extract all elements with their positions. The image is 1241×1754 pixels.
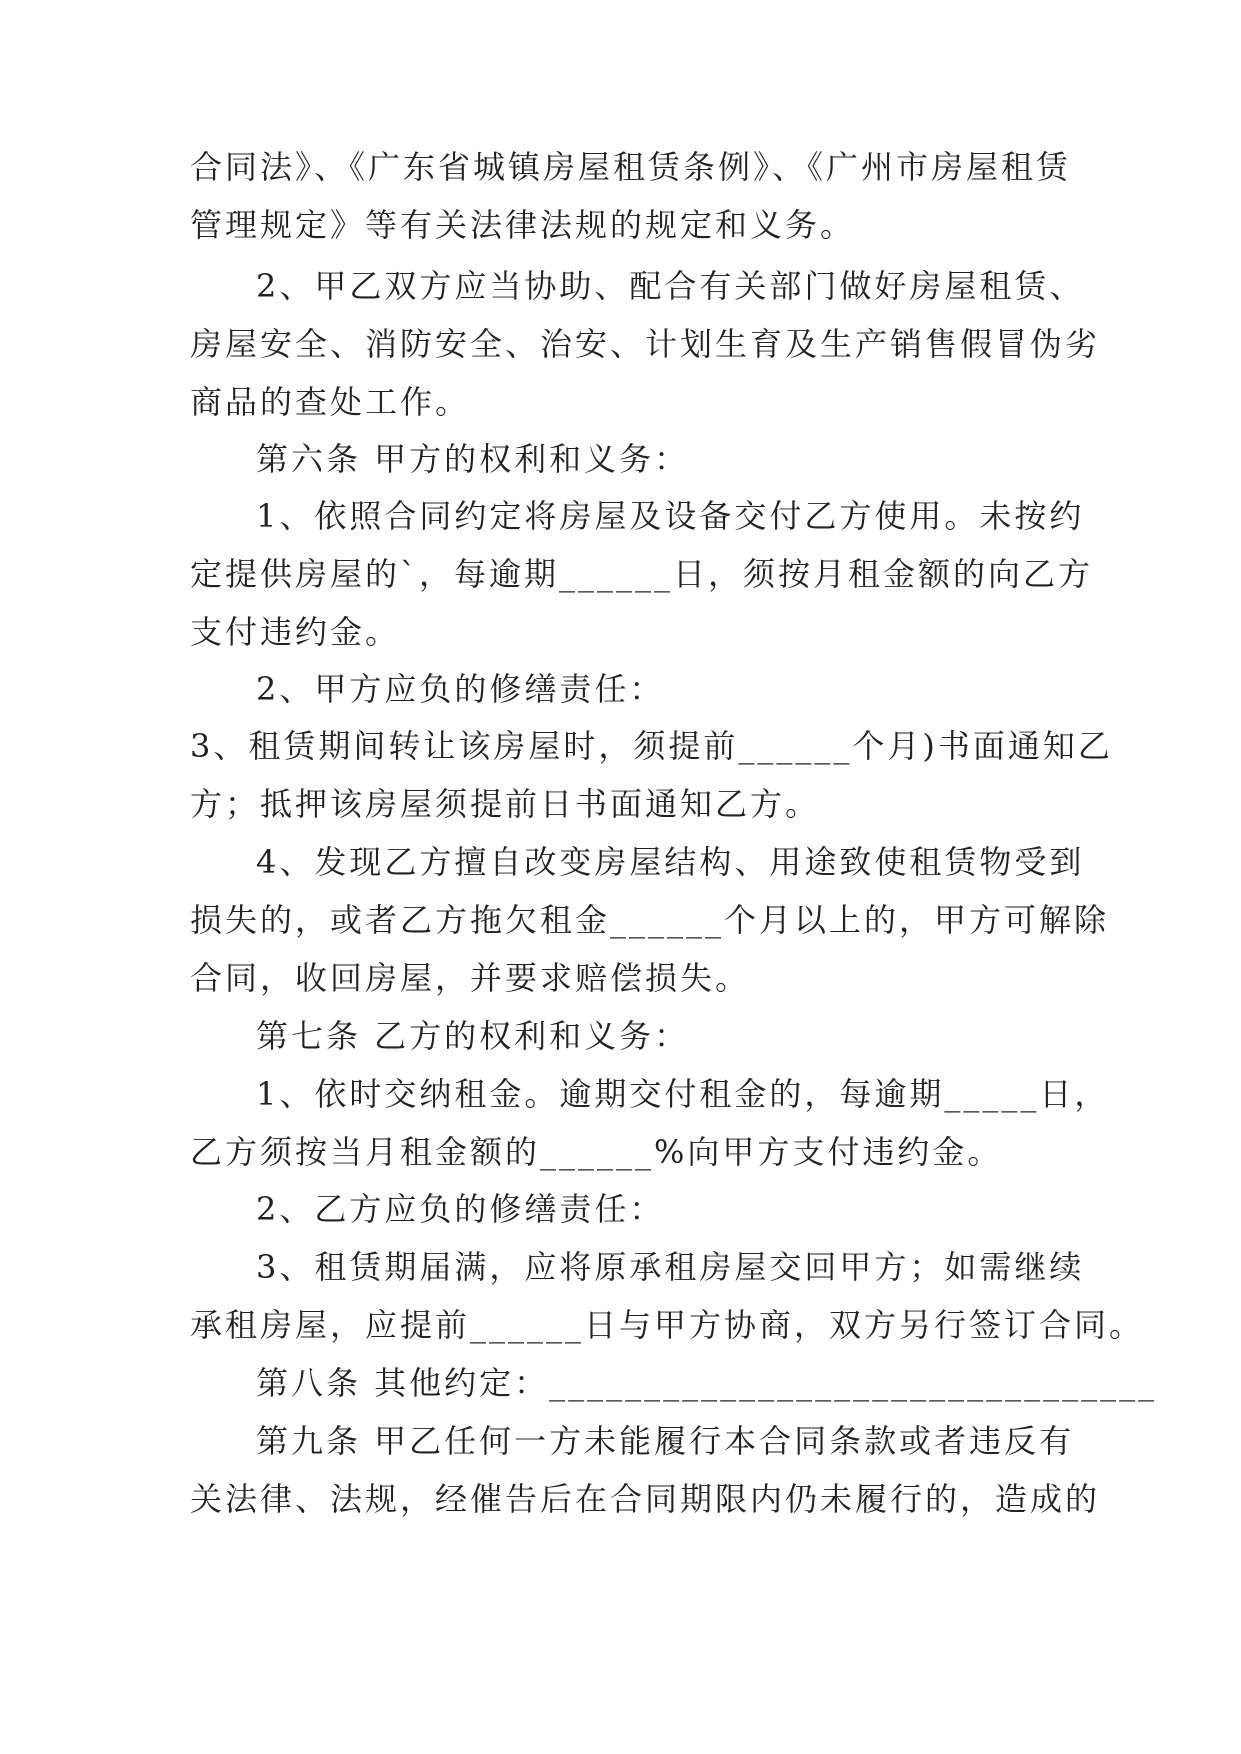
text-line: 方；抵押该房屋须提前日书面通知乙方。 (190, 785, 821, 823)
text-line: 2、甲方应负的修缮责任： (256, 670, 665, 708)
text-line: 第九条 甲乙任何一方未能履行本合同条款或者违反有 (256, 1422, 1075, 1460)
text-line: 商品的查处工作。 (190, 383, 471, 421)
text-line: 承租房屋，应提前______日与甲方协商，双方另行签订合同。 (190, 1306, 1145, 1344)
text-line: 2、乙方应负的修缮责任： (256, 1190, 665, 1228)
text-line: 合同，收回房屋，并要求赔偿损失。 (190, 959, 751, 997)
text-line: 1、依照合同约定将房屋及设备交付乙方使用。未按约 (256, 497, 1085, 535)
text-line: 房屋安全、消防安全、治安、计划生育及生产销售假冒伪劣 (190, 325, 1101, 363)
text-line: 4、发现乙方擅自改变房屋结构、用途致使租赁物受到 (256, 843, 1085, 881)
section-heading: 第六条 甲方的权利和义务： (256, 440, 690, 478)
text-line: 关法律、法规，经催告后在合同期限内仍未履行的，造成的 (190, 1480, 1101, 1518)
section-heading: 第七条 乙方的权利和义务： (256, 1017, 690, 1055)
text-line: 支付违约金。 (190, 613, 401, 651)
text-line: 3、租赁期届满，应将原承租房屋交回甲方；如需继续 (256, 1248, 1085, 1286)
text-line: 2、甲乙双方应当协助、配合有关部门做好房屋租赁、 (256, 267, 1085, 305)
text-line: 3、租赁期间转让该房屋时，须提前______个月)书面通知乙 (190, 727, 1113, 765)
text-line: 定提供房屋的`，每逾期______日，须按月租金额的向乙方 (190, 555, 1094, 593)
text-line: 1、依时交纳租金。逾期交付租金的，每逾期_____日， (256, 1075, 1110, 1113)
text-line: 管理规定》等有关法律法规的规定和义务。 (190, 206, 856, 244)
section-heading: 第八条 其他约定：________________________________ (256, 1364, 1158, 1402)
text-line: 损失的，或者乙方拖欠租金______个月以上的，甲方可解除 (190, 901, 1110, 939)
text-line: 合同法》、《广东省城镇房屋租赁条例》、《广州市房屋租赁 (190, 148, 1072, 186)
text-line: 乙方须按当月租金额的______%向甲方支付违约金。 (190, 1133, 1003, 1171)
